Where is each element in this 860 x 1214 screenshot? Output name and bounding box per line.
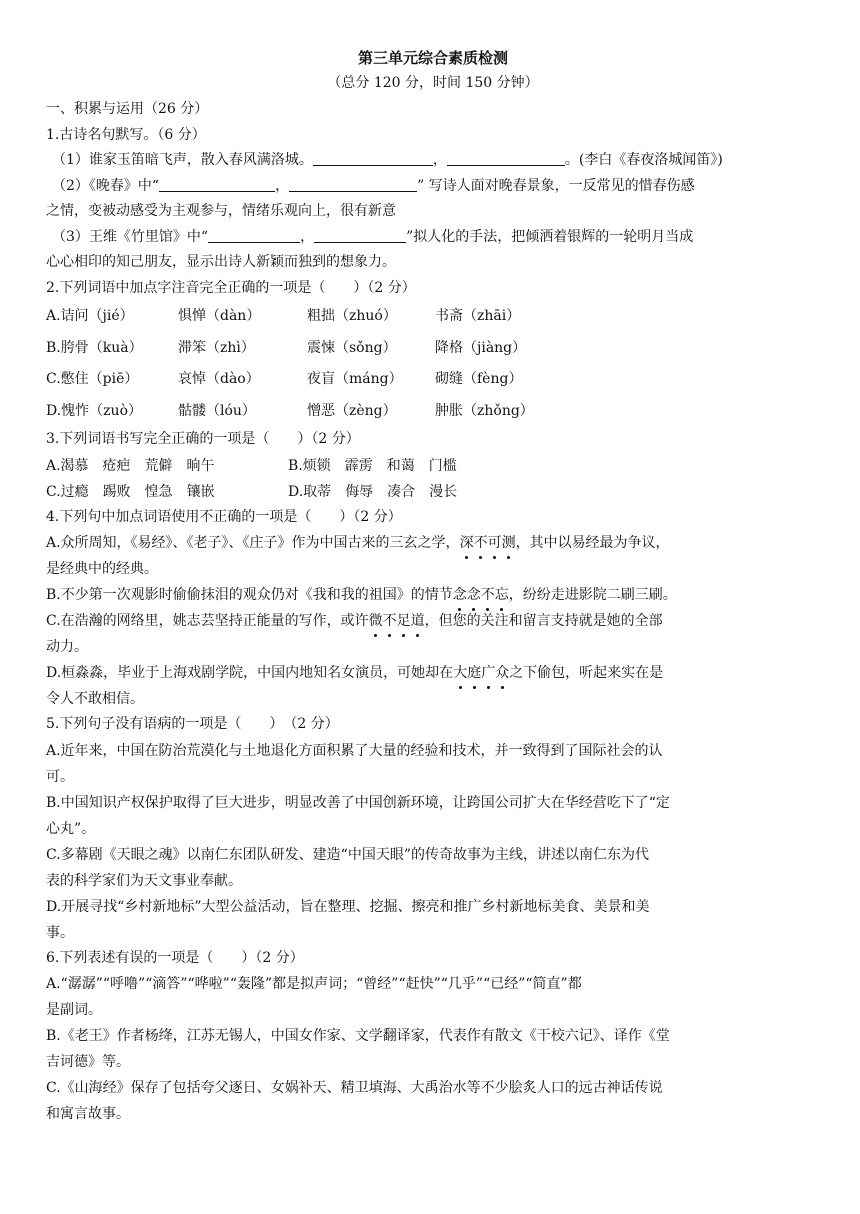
emphasis-char: 念 (467, 582, 481, 608)
option-text: B.《老王》作者杨绛，江苏无锡人，中国女作家、文学翻译家，代表作有散文《干校六记》、译作《堂 (46, 1028, 670, 1044)
option-cell: 滞笨（zhì） (178, 339, 255, 356)
q5-option-d (46, 894, 820, 946)
answer-blank[interactable] (313, 151, 433, 166)
emphasis-char: 微 (369, 608, 383, 634)
page-subtitle: （总分 120 分，时间 150 分钟） (327, 75, 539, 91)
emphasis-char: 测 (502, 530, 516, 556)
option-cell: C.憋住（piē） (46, 371, 139, 387)
answer-blank[interactable] (447, 151, 565, 166)
q5-option-b (46, 790, 820, 842)
dotted-phrase (369, 613, 425, 629)
option-cell: D.取蒂 侮辱 凑合 漫长 (288, 483, 458, 500)
q3-row-1 (46, 453, 820, 479)
option-text: 之下偷包，听起来实在是 (509, 665, 664, 681)
emphasis-char: 庭 (467, 660, 481, 686)
emphasis-char: 念 (453, 582, 467, 608)
option-cell: D.愧怍（zuò） (46, 402, 142, 419)
option-cell: A.诘问（jié） (46, 308, 134, 324)
option-text: C.《山海经》保存了包括夸父逐日、女娲补天、精卫填海、大禹治水等不少脍炙人口的远古神话传说 (46, 1080, 663, 1096)
q1-s3-mid: ， (300, 228, 315, 245)
option-cell: 夜盲（máng） (307, 371, 403, 387)
q4-option-d (46, 660, 820, 712)
question-1-item-3 (46, 225, 820, 251)
q4-option-b (46, 582, 820, 608)
emphasis-char: 忘 (495, 582, 509, 608)
q1-s1-suffix: 。(李白《春夜洛城闻笛》) (564, 152, 723, 168)
emphasis-char: 广 (481, 660, 495, 686)
question-1-item-2 (46, 174, 820, 200)
option-text: 事。 (46, 924, 74, 941)
option-text: 可。 (46, 768, 74, 785)
option-text: B.中国知识产权保护取得了巨大进步，明显改善了中国创新环境，让跨国公司扩大在华经营吃下了“定 (46, 794, 670, 811)
dotted-phrase (453, 665, 509, 681)
emphasis-char: 不 (383, 608, 397, 634)
option-text: A.近年来，中国在防治荒漠化与土地退化方面积累了大量的经验和技术，并一致得到了国际社会的认 (46, 742, 663, 759)
option-text: A.众所周知，《易经》、《老子》、《庄子》作为中国古来的三玄之学， (46, 535, 460, 551)
question-1-item-3-cont: 心心相印的知己朋友，显示出诗人新颖而独到的想象力。 (46, 254, 396, 270)
dotted-phrase (460, 535, 516, 551)
q6-option-b (46, 1023, 820, 1075)
emphasis-char: 不 (474, 530, 488, 556)
question-2-stem: 2.下列词语中加点字注音完全正确的一项是（ ）（2 分） (46, 279, 416, 296)
answer-blank[interactable] (208, 228, 300, 243)
emphasis-char: 足 (397, 608, 411, 634)
q6-option-a (46, 971, 820, 1023)
option-text: B.不少第一次观影时偷偷抹泪的观众仍对《我和我的祖国》的情节 (46, 587, 453, 603)
q2-option-c (46, 364, 820, 396)
option-cell: 书斋（zhāi） (435, 308, 521, 324)
emphasis-char: 大 (453, 660, 467, 686)
option-text: 表的科学家们为天文事业奉献。 (46, 872, 242, 889)
q1-s3-prefix: （3）王维《竹里馆》中“ (52, 228, 209, 245)
q1-s1-mid: ， (432, 152, 447, 168)
question-1-stem: 1.古诗名句默写。（6 分） (46, 126, 206, 143)
q2-option-a (46, 301, 820, 333)
option-text: 是副词。 (46, 1002, 102, 1018)
option-cell: 哀悼（dào） (178, 371, 260, 387)
option-cell: 骷髅（lóu） (178, 402, 256, 419)
question-4-stem: 4.下列句中加点词语使用不正确的一项是（ ）（2 分） (46, 508, 402, 525)
question-1-item-1 (46, 148, 820, 174)
q5-option-a (46, 738, 820, 790)
q4-option-a (46, 530, 820, 582)
option-text: D.桓淼淼，毕业于上海戏剧学院，中国内地知名女演员，可她却在 (46, 665, 454, 681)
emphasis-char: 道 (411, 608, 425, 634)
option-text: 心丸”。 (46, 820, 96, 837)
option-cell: 震悚（sǒng） (307, 339, 397, 356)
option-text: D.开展寻找“乡村新地标”大型公益活动，旨在整理、挖掘、擦亮和推广乡村新地标美食、美景和美 (46, 898, 650, 915)
question-5-stem: 5.下列句子没有语病的一项是（ ） （2 分） (46, 716, 339, 732)
answer-blank[interactable] (159, 177, 275, 192)
option-cell: A.渴慕 疮疤 荒僻 晌午 (46, 457, 215, 474)
question-1-item-2-cont: 之情，变被动感受为主观参与，情绪乐观向上，很有新意 (46, 203, 396, 219)
page-title: 第三单元综合素质检测 (357, 49, 508, 67)
emphasis-char: 不 (481, 582, 495, 608)
option-cell: B.烦锁 霹雳 和蔼 门槛 (288, 457, 457, 474)
option-text: C.多幕剧《天眼之魂》以南仁东团队研发、建造“中国天眼”的传奇故事为主线，讲述以南仁东为代 (46, 846, 649, 863)
option-text: ，但您的关注和留言支持就是她的全部 (424, 613, 663, 629)
answer-blank[interactable] (289, 177, 417, 192)
dotted-phrase (453, 587, 509, 603)
q1-s2-mid: ， (275, 177, 290, 194)
q2-option-b (46, 333, 820, 365)
emphasis-char: 深 (460, 530, 474, 556)
q4-option-c (46, 608, 820, 660)
option-cell: 肿胀（zhǒng） (435, 402, 534, 419)
q1-s3-suffix: ”拟人化的手法，把倾洒着银辉的一轮明月当成 (406, 228, 694, 245)
option-text: 和寓言故事。 (46, 1106, 130, 1122)
option-text: 是经典中的经典。 (46, 561, 158, 577)
q5-option-c (46, 842, 820, 894)
option-text: 吉诃德》等。 (46, 1054, 130, 1070)
option-cell: 砌缝（fèng） (435, 371, 523, 387)
emphasis-char: 可 (488, 530, 502, 556)
option-text: A.“潺潺”“呼噜”“滴答”“哗啦”“轰隆”都是拟声词；“曾经”“赶快”“几乎”“已经”“简直”都 (46, 976, 582, 992)
question-3-stem: 3.下列词语书写完全正确的一项是（ ）（2 分） (46, 431, 360, 447)
q1-s2-suffix: ” 写诗人面对晚春景象，一反常见的惜春伤感 (417, 177, 695, 194)
option-text: 动力。 (46, 639, 88, 655)
q6-option-c (46, 1075, 820, 1127)
option-cell: C.过瘾 踢败 惶急 镶嵌 (46, 483, 215, 500)
option-text: ，其中以易经最为争议， (515, 535, 670, 551)
q1-s2-prefix: （2）《晚春》中“ (52, 177, 160, 194)
option-text: 令人不敢相信。 (46, 691, 144, 707)
option-cell: 惧惮（dàn） (178, 308, 261, 324)
option-text: ，纷纷走进影院二刷三刷。 (508, 587, 677, 603)
q2-option-d (46, 396, 820, 428)
section-heading: 一、积累与运用（26 分） (46, 101, 209, 117)
question-6-stem: 6.下列表述有误的一项是（ ）（2 分） (46, 949, 304, 966)
emphasis-char: 众 (495, 660, 509, 686)
q1-s1-prefix: （1）谁家玉笛暗飞声，散入春风满洛城。 (52, 152, 313, 168)
option-cell: 降格（jiàng） (435, 339, 527, 356)
option-cell: B.胯骨（kuà） (46, 339, 143, 356)
option-text: C.在浩瀚的网络里，姚志芸坚持正能量的写作，或许 (46, 613, 369, 629)
answer-blank[interactable] (314, 228, 406, 243)
q3-row-2 (46, 479, 820, 505)
option-cell: 粗拙（zhuó） (307, 308, 397, 324)
option-cell: 憎恶（zèng） (307, 402, 397, 419)
